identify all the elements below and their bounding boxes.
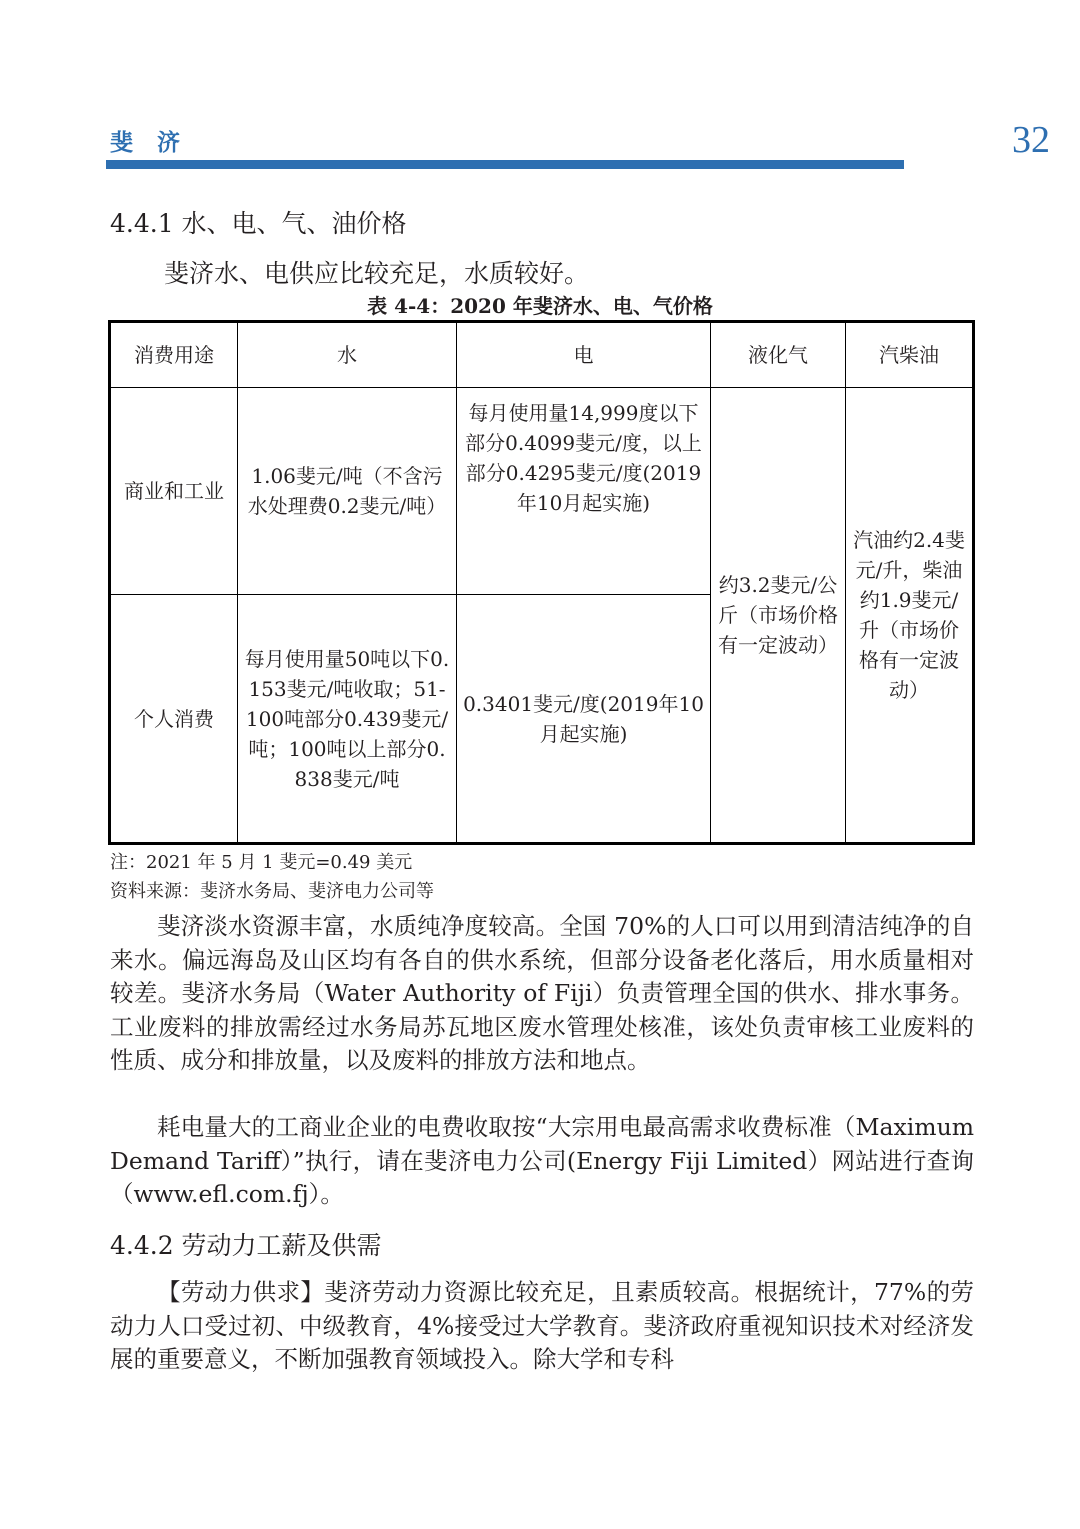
header-rule <box>106 160 904 169</box>
electricity-price-cell: 每月使用量14,999度以下部分0.4099斐元/度，以上部分0.4295斐元/度(2019年10月起实施) <box>457 388 711 595</box>
header-cell-water: 水 <box>238 322 457 388</box>
header-cell-usage: 消费用途 <box>110 322 238 388</box>
header-cell-electricity: 电 <box>457 322 711 388</box>
source-note: 资料来源：斐济水务局、斐济电力公司等 <box>110 881 434 902</box>
usage-cell: 商业和工业 <box>110 388 238 595</box>
body-paragraph-block <box>110 1276 974 1377</box>
water-price-cell: 1.06斐元/吨（不含污水处理费0.2斐元/吨） <box>238 388 457 595</box>
table-notes <box>110 848 434 906</box>
header-cell-lpg: 液化气 <box>711 322 846 388</box>
water-price-cell: 每月使用量50吨以下0.153斐元/吨收取；51-100吨部分0.439斐元/吨；100吨以上部分0.838斐元/吨 <box>238 595 457 844</box>
running-header-title: 斐 济 <box>110 130 189 156</box>
body-paragraph: 斐济淡水资源丰富，水质纯净度较高。全国 70%的人口可以用到清洁纯净的自来水。偏远海岛及山区均有各自的供水系统，但部分设备老化落后，用水质量相对较差。斐济水务局（Water Authority of Fiji）负责管理全国的供水、排水事务。工业废料的排放需经过水务局苏瓦地区废水管理处核准，该处负责审核工业废料的性质、成分和排放量，以及废料的排放方法和地点。 <box>110 912 974 1074</box>
exchange-rate-note: 注：2021 年 5 月 1 斐元=0.49 美元 <box>110 852 413 873</box>
table-caption: 表 4-4：2020 年斐济水、电、气价格 <box>367 294 713 318</box>
usage-cell: 个人消费 <box>110 595 238 844</box>
section-heading: 4.4.2 劳动力工薪及供需 <box>110 1231 382 1260</box>
lead-paragraph: 斐济水、电供应比较充足，水质较好。 <box>164 259 590 288</box>
header-cell-fuel: 汽柴油 <box>846 322 974 388</box>
electricity-price-cell: 0.3401斐元/度(2019年10月起实施) <box>457 595 711 844</box>
body-paragraph: 耗电量大的工商业企业的电费收取按“大宗用电最高需求收费标准（Maximum Demand Tariff）”执行，请在斐济电力公司(Energy Fiji Limited）网站进行查询（www.efl.com.fj）。 <box>110 1113 974 1208</box>
lpg-price-cell: 约3.2斐元/公斤（市场价格有一定波动） <box>711 388 846 844</box>
body-paragraph: 【劳动力供求】斐济劳动力资源比较充足，且素质较高。根据统计，77%的劳动力人口受过初、中级教育，4%接受过大学教育。斐济政府重视知识技术对经济发展的重要意义，不断加强教育领域投入。除大学和专科 <box>110 1278 974 1373</box>
body-paragraph-block <box>110 1111 974 1212</box>
page-number: 32 <box>1012 119 1050 161</box>
body-paragraph-block <box>110 910 974 1078</box>
table-header-row <box>110 322 974 388</box>
table-row <box>110 388 974 595</box>
fuel-price-cell: 汽油约2.4斐元/升，柴油约1.9斐元/升（市场价格有一定波动） <box>846 388 974 844</box>
section-heading: 4.4.1 水、电、气、油价格 <box>110 209 407 238</box>
price-table <box>108 320 975 845</box>
